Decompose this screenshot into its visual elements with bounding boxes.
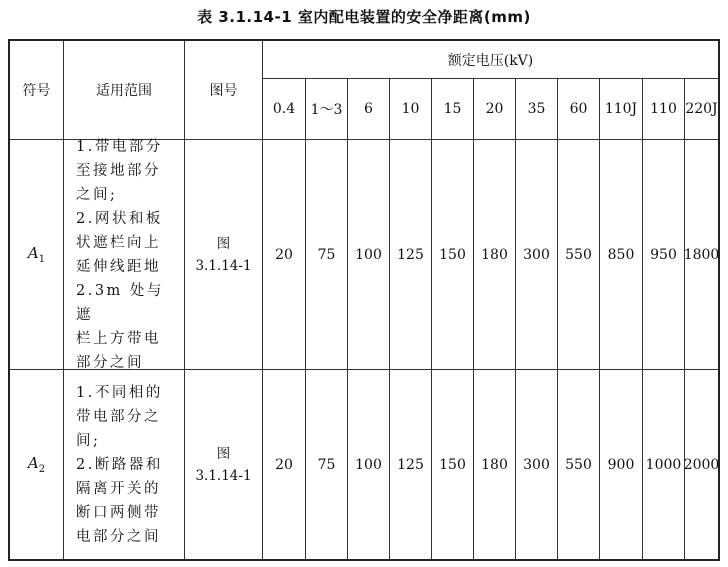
scope-line: 延伸线距地 xyxy=(76,258,161,275)
scope-line: 1.带电部分 xyxy=(76,138,163,155)
scope-line: 2.断路器和 xyxy=(76,456,163,473)
header-rated-voltage: 额定电压(kV) xyxy=(263,41,718,79)
scope-line: 状遮栏向上 xyxy=(76,234,161,251)
row-value-7: 550 xyxy=(558,140,600,370)
row-value-2: 100 xyxy=(348,140,390,370)
scope-line: 断口两侧带 xyxy=(76,504,161,521)
row-value-9: 950 xyxy=(643,140,685,370)
row-value-5: 180 xyxy=(474,370,516,559)
row-value-10: 1800 xyxy=(685,140,718,370)
row-value-8: 900 xyxy=(600,370,643,559)
scope-text xyxy=(64,381,169,549)
row-value-4: 150 xyxy=(432,140,474,370)
row-value-7: 550 xyxy=(558,370,600,559)
header-voltage-8: 110J xyxy=(600,79,643,140)
header-voltage-1: 1～3 xyxy=(306,79,348,140)
row-value-4: 150 xyxy=(432,370,474,559)
header-figure: 图号 xyxy=(185,41,263,140)
header-voltage-5: 20 xyxy=(474,79,516,140)
row-value-9: 1000 xyxy=(643,370,685,559)
header-voltage-7: 60 xyxy=(558,79,600,140)
row-figure xyxy=(185,370,263,559)
row-value-8: 850 xyxy=(600,140,643,370)
figure-line: 3.1.14-1 xyxy=(195,257,252,274)
figure-line: 图 xyxy=(216,235,231,252)
scope-line: 至接地部分 xyxy=(76,162,161,179)
row-value-6: 300 xyxy=(516,140,558,370)
scope-line: 2.网状和板 xyxy=(76,210,163,227)
row-scope xyxy=(64,370,185,559)
header-voltage-4: 15 xyxy=(432,79,474,140)
table-title: 表 3.1.14-1 室内配电装置的安全净距离(mm) xyxy=(197,8,531,26)
scope-line: 栏上方带电 xyxy=(76,330,161,347)
clearance-table xyxy=(8,39,720,561)
symbol-subscript: 2 xyxy=(38,464,46,475)
header-voltage-6: 35 xyxy=(516,79,558,140)
row-value-0: 20 xyxy=(263,370,306,559)
scope-line: 部分之间 xyxy=(76,354,144,371)
row-value-10: 2000 xyxy=(683,456,720,473)
row-value-5: 180 xyxy=(474,140,516,370)
symbol-text: $A_1$ xyxy=(27,244,46,265)
scope-line: 带电部分之 xyxy=(76,408,161,425)
scope-line: 隔离开关的 xyxy=(76,480,161,497)
row-symbol xyxy=(10,140,64,370)
row-figure xyxy=(185,140,263,370)
scope-line: 电部分之间 xyxy=(76,528,161,545)
row-symbol xyxy=(10,370,64,559)
header-voltage-3: 10 xyxy=(390,79,432,140)
header-voltage-2: 6 xyxy=(348,79,390,140)
row-value-2: 100 xyxy=(348,370,390,559)
header-scope: 适用范围 xyxy=(64,41,185,140)
header-voltage-9: 110 xyxy=(643,79,685,140)
figure-line: 图 xyxy=(216,445,231,462)
row-value-3: 125 xyxy=(390,370,432,559)
row-value-3: 125 xyxy=(390,140,432,370)
scope-line: 间; xyxy=(76,432,101,449)
header-symbol: 符号 xyxy=(10,41,64,140)
header-voltage-0: 0.4 xyxy=(263,79,306,140)
header-voltage-10: 220J xyxy=(685,79,718,140)
scope-line: 1.不同相的 xyxy=(76,384,163,401)
row-value-1: 75 xyxy=(306,140,348,370)
scope-line: 2.3m 处与遮 xyxy=(76,282,164,323)
figure-line: 3.1.14-1 xyxy=(195,467,252,484)
row-value-6: 300 xyxy=(516,370,558,559)
symbol-subscript: 1 xyxy=(38,254,46,265)
symbol-text: $A_2$ xyxy=(27,454,46,475)
row-value-0: 20 xyxy=(263,140,306,370)
scope-text xyxy=(64,135,184,375)
scope-line: 之间; xyxy=(76,186,118,203)
row-scope xyxy=(64,140,185,370)
row-value-1: 75 xyxy=(306,370,348,559)
